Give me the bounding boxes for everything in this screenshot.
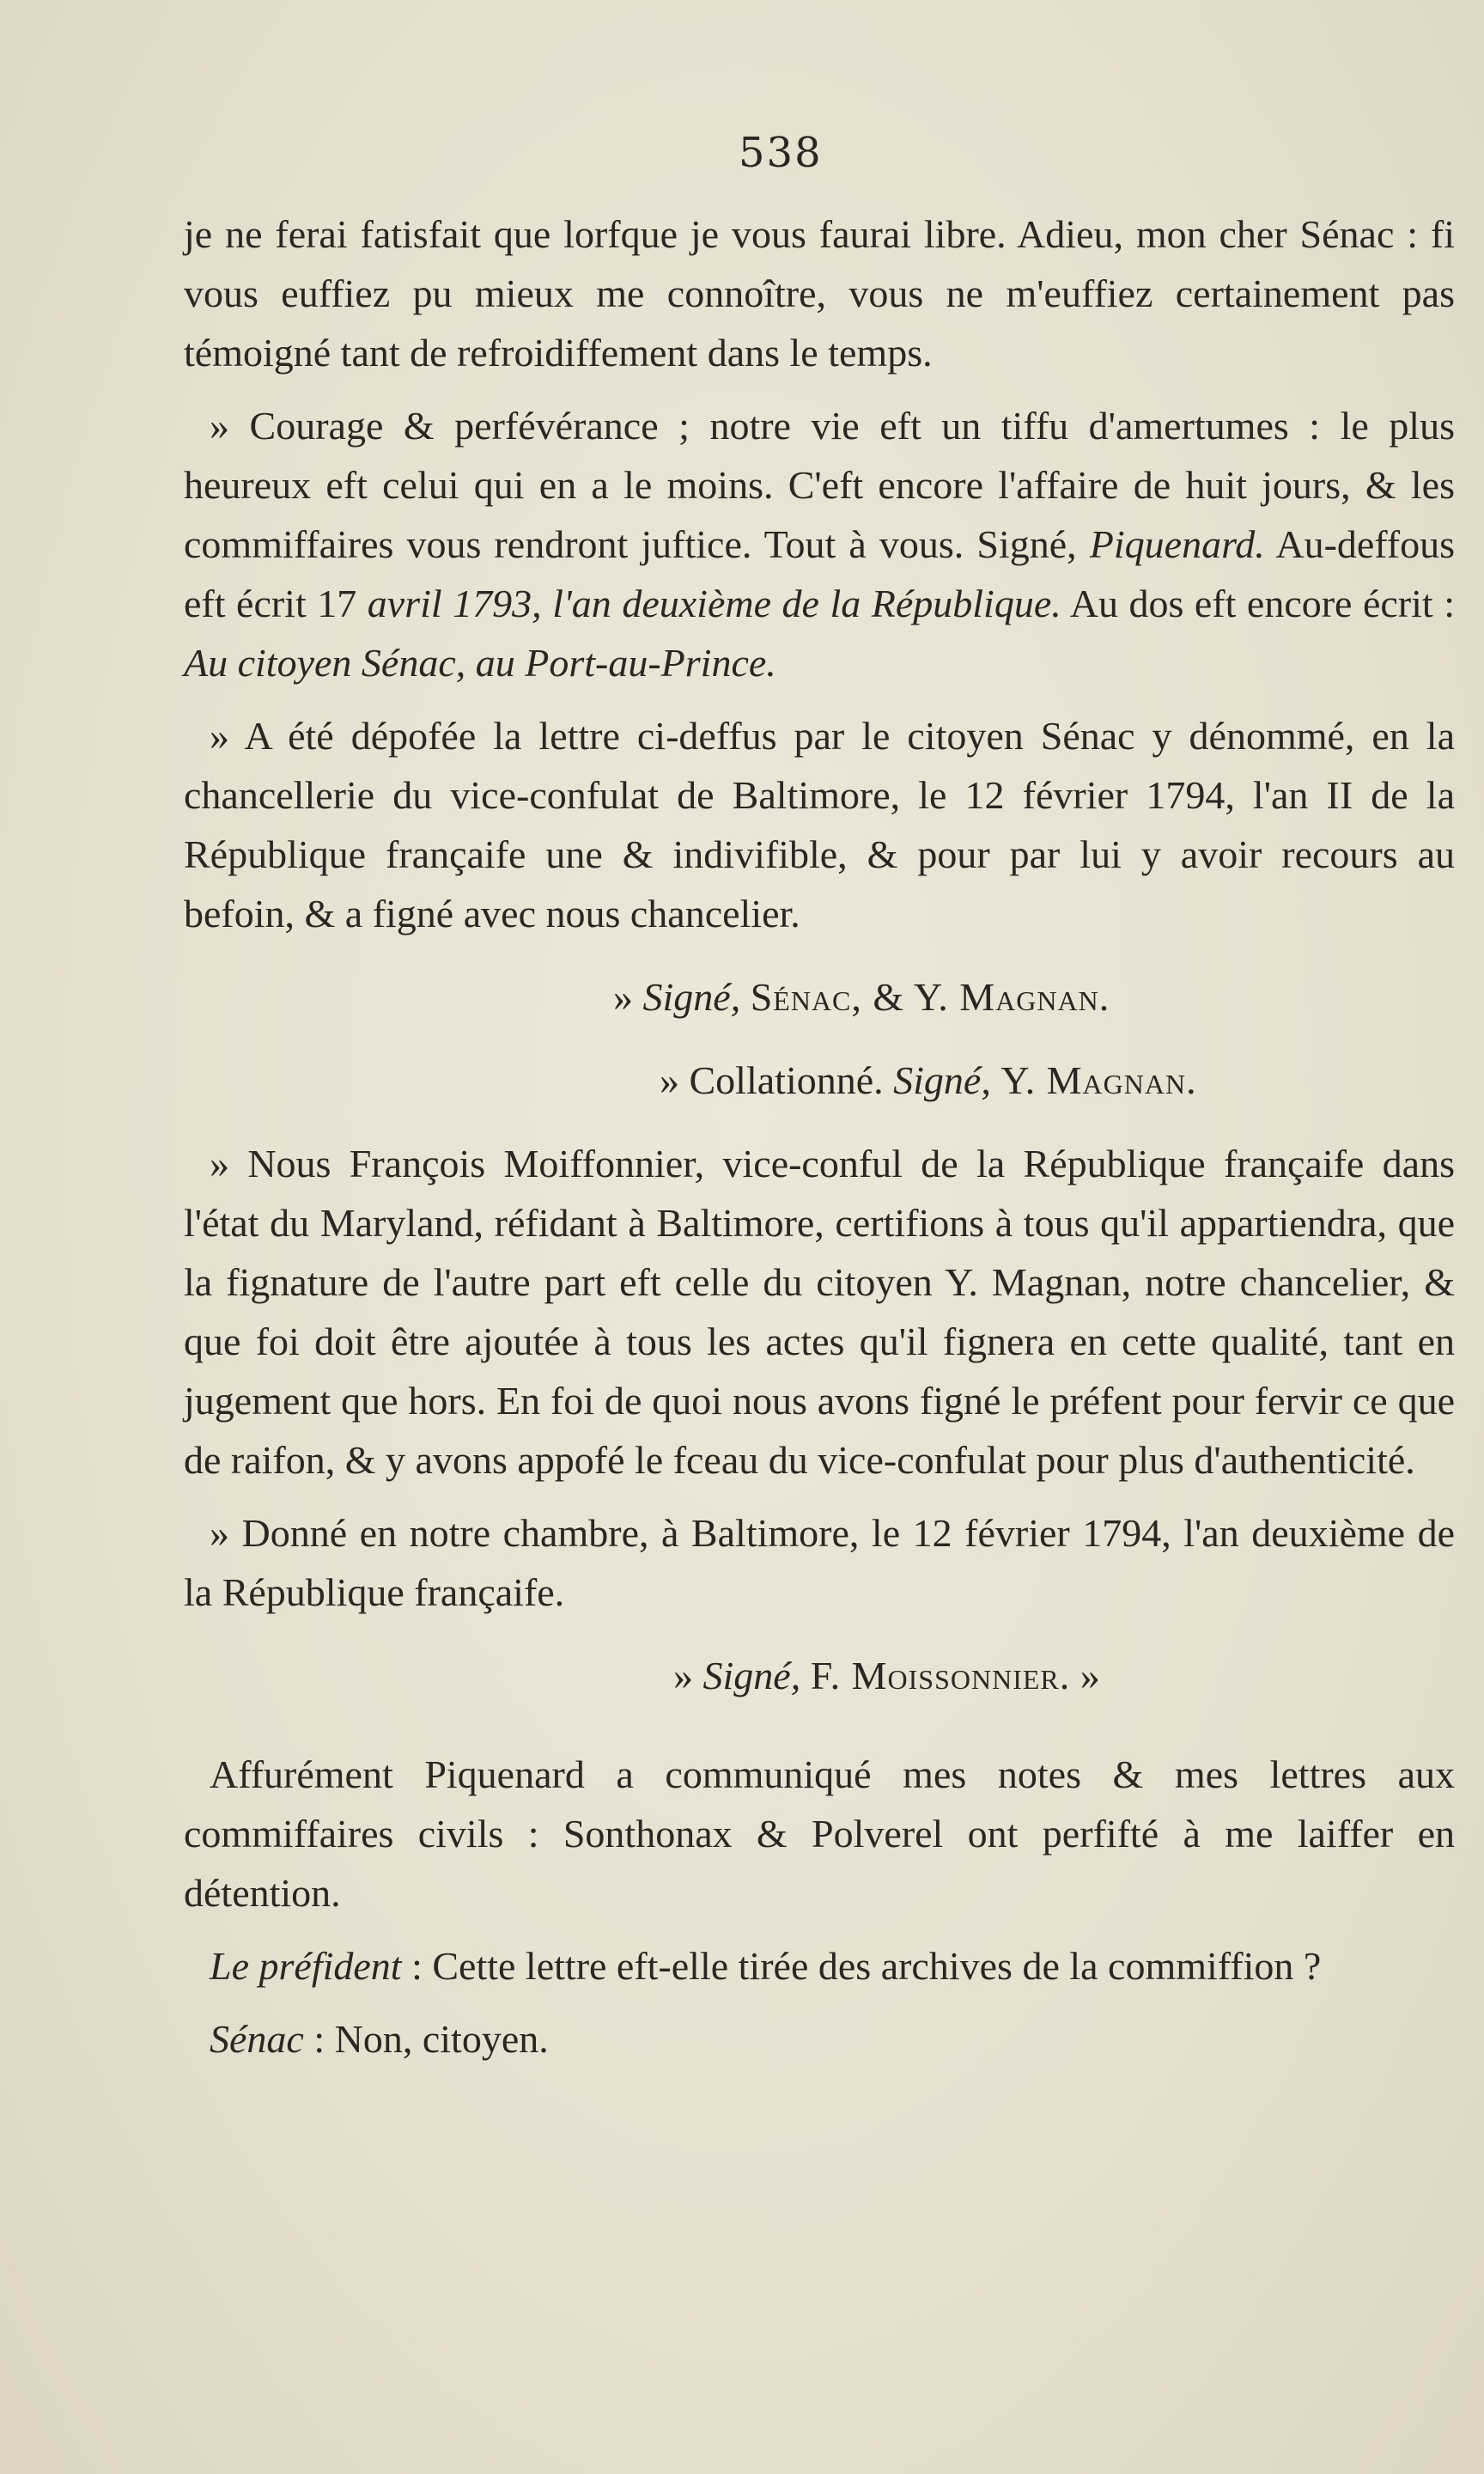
paragraph-president-question: [184, 1936, 1455, 1996]
paragraph-letter-end: je ne ferai fatisfait que lorfque je vous faurai libre. Adieu, mon cher Sénac : fi vous euffiez pu mieux me connoître, vous ne m'euffiez certainement pas témoigné tant de refroidiffement dans le temps.: [184, 212, 1455, 375]
quote-mark: »: [673, 1654, 693, 1697]
paragraph-deposit: » A été dépofée la lettre ci-deffus par le citoyen Sénac y dénommé, en la chancellerie du vice-confulat de Baltimore, le 12 février 1794, l'an II de la République françaife une & indivifible, & pour par lui y avoir recours au befoin, & a figné avec nous chancelier.: [184, 714, 1455, 935]
speaker-senac: Sénac: [210, 2017, 304, 2061]
senac-answer: : Non, citoyen.: [313, 2017, 549, 2061]
paragraph-senac-answer: [184, 2009, 1455, 2069]
closing-quote: »: [1080, 1654, 1100, 1697]
page-body: [184, 204, 1455, 2082]
paragraph-courage: [184, 396, 1455, 692]
page-number: 538: [739, 129, 823, 177]
signer-name: Y. Magnan.: [1000, 1058, 1197, 1102]
signe-label: Signé,: [893, 1058, 991, 1102]
back-note: Au dos eft encore écrit :: [1069, 582, 1455, 625]
signe-label: Signé,: [702, 1654, 801, 1697]
signer-piquenard: Piquenard.: [1089, 522, 1265, 566]
quote-mark: »: [613, 975, 633, 1019]
letter-date: avril 1793, l'an deuxième de la République.: [367, 582, 1061, 625]
letter-address: Au citoyen Sénac, au Port-au-Prince.: [184, 641, 776, 685]
signature-senac-magnan: [184, 967, 1455, 1027]
signature-collationne: [184, 1051, 1455, 1110]
signe-label: Signé,: [642, 975, 741, 1019]
signer-name: F. Moissonnier.: [810, 1654, 1071, 1697]
paragraph-certification: » Nous François Moiffonnier, vice-conful de la République françaife dans l'état du Maryland, réfidant à Baltimore, certifions à tous qu'il appartiendra, que la fignature de l'autre part eft celle du citoyen Y. Magnan, notre chancelier, & que foi doit être ajoutée à tous les actes qu'il fignera en cette qualité, tant en jugement que hors. En foi de quoi nous avons figné le préfent pour fervir ce que de raifon, & y avons appofé le fceau du vice-confulat pour plus d'authenticité.: [184, 1142, 1455, 1482]
courage-text: » Courage & perfévérance ; notre vie eft un tiffu d'amertumes : le plus heureux eft celui qui en a le moins. C'eft encore l'affaire de huit jours, & les commiffaires vous rendront juftice. Tout à vous. Signé,: [184, 404, 1455, 566]
president-question: : Cette lettre eft-elle tirée des archives de la commiffion ?: [411, 1944, 1322, 1988]
paragraph-assurement: Affurément Piquenard a communiqué mes notes & mes lettres aux commiffaires civils : Sonthonax & Polverel ont perfifté à me laiffer en détention.: [184, 1752, 1455, 1915]
collationne-label: » Collationné.: [660, 1058, 884, 1102]
paragraph-donne: » Donné en notre chambre, à Baltimore, le 12 février 1794, l'an deuxième de la République françaife.: [184, 1511, 1455, 1614]
signer-names: Sénac, & Y. Magnan.: [750, 975, 1110, 1019]
speaker-president: Le préfident: [210, 1944, 402, 1988]
signature-moissonnier: [184, 1646, 1455, 1705]
below-note: Au-deffous eft écrit 17: [184, 522, 1456, 625]
